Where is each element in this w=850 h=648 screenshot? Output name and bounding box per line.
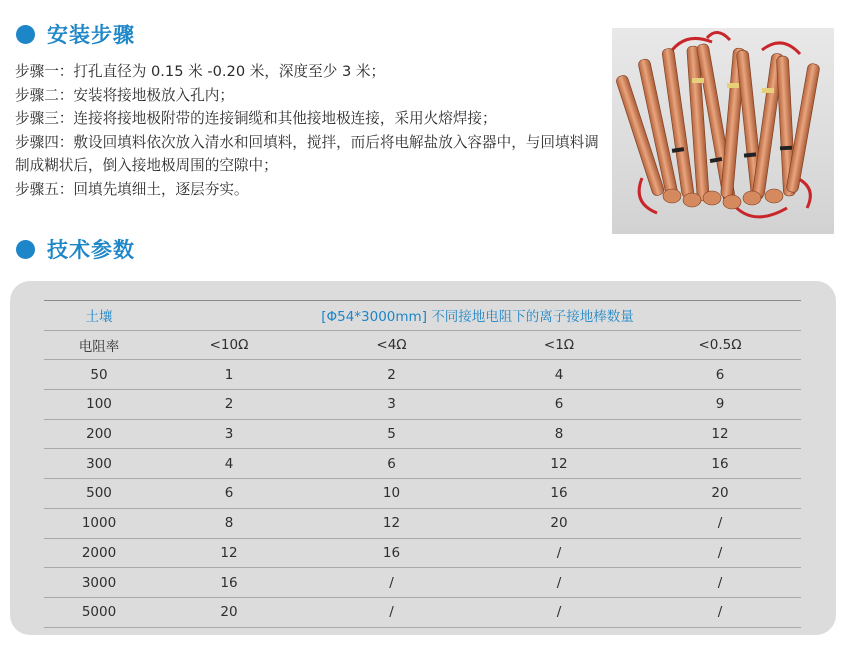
- table-cell: 16: [639, 449, 801, 479]
- table-cell: /: [639, 568, 801, 598]
- table-cell: /: [639, 508, 801, 538]
- table-cell: /: [639, 538, 801, 568]
- table-cell: 4: [479, 360, 639, 390]
- table-cell: 10: [304, 479, 479, 509]
- table-cell: 3: [304, 390, 479, 420]
- table-row: [44, 449, 801, 479]
- table-cell: 8: [154, 508, 304, 538]
- table-cell: /: [304, 568, 479, 598]
- column-header: <0.5Ω: [639, 330, 801, 360]
- table-row: [44, 419, 801, 449]
- table-cell: 6: [154, 479, 304, 509]
- table-cell: 20: [154, 597, 304, 627]
- install-steps-title: 安装步骤: [47, 23, 135, 47]
- table-row: [44, 538, 801, 568]
- header-title: [Φ54*3000mm] 不同接地电阻下的离子接地棒数量: [154, 301, 801, 331]
- tech-params-header: [16, 234, 135, 264]
- step-4: 步骤四：敷设回填料依次放入清水和回填料，搅拌，而后将电解盐放入容器中，与回填料调制成糊状后，倒入接地极周围的空隙中；: [15, 133, 599, 174]
- table-cell: 200: [44, 419, 154, 449]
- column-header: <4Ω: [304, 330, 479, 360]
- install-steps-list: [15, 60, 600, 201]
- table-row: [44, 568, 801, 598]
- bullet-dot-icon: [16, 25, 35, 44]
- table-cell: 16: [479, 479, 639, 509]
- column-header: 电阻率: [44, 330, 154, 360]
- table-cell: 16: [154, 568, 304, 598]
- header-soil: 土壤: [44, 301, 154, 331]
- table-cell: 100: [44, 390, 154, 420]
- table-row: [44, 479, 801, 509]
- table-header-row: [44, 301, 801, 331]
- table-cell: 12: [304, 508, 479, 538]
- params-table: [44, 300, 801, 628]
- table-cell: 5: [304, 419, 479, 449]
- table-cell: 20: [479, 508, 639, 538]
- table-cell: 6: [304, 449, 479, 479]
- step-5: 步骤五：回填先填细土，逐层夯实。: [15, 180, 249, 198]
- table-cell: 9: [639, 390, 801, 420]
- table-cell: 2: [154, 390, 304, 420]
- ground-rods-illustration: [612, 28, 834, 234]
- table-cell: 300: [44, 449, 154, 479]
- copper-ground-rods-photo: [612, 28, 834, 234]
- tech-params-title: 技术参数: [47, 238, 135, 262]
- column-header: <10Ω: [154, 330, 304, 360]
- table-cell: 1: [154, 360, 304, 390]
- table-cell: 2: [304, 360, 479, 390]
- table-row: [44, 508, 801, 538]
- table-cell: 12: [154, 538, 304, 568]
- table-cell: 16: [304, 538, 479, 568]
- table-cell: /: [639, 597, 801, 627]
- table-cell: 3000: [44, 568, 154, 598]
- table-cell: /: [479, 568, 639, 598]
- table-column-row: [44, 330, 801, 360]
- table-row: [44, 597, 801, 627]
- table-cell: 1000: [44, 508, 154, 538]
- table-cell: 8: [479, 419, 639, 449]
- table-cell: 12: [479, 449, 639, 479]
- table-cell: 20: [639, 479, 801, 509]
- table-cell: /: [304, 597, 479, 627]
- bullet-dot-icon: [16, 240, 35, 259]
- table-cell: /: [479, 538, 639, 568]
- table-cell: 500: [44, 479, 154, 509]
- table-cell: 4: [154, 449, 304, 479]
- step-1: 步骤一：打孔直径为 0.15 米 -0.20 米，深度至少 3 米；: [15, 63, 386, 80]
- step-2: 步骤二：安装将接地极放入孔内；: [15, 86, 234, 104]
- table-cell: 5000: [44, 597, 154, 627]
- column-header: <1Ω: [479, 330, 639, 360]
- table-cell: 12: [639, 419, 801, 449]
- install-steps-header: [16, 19, 135, 49]
- table-cell: 3: [154, 419, 304, 449]
- table-cell: 2000: [44, 538, 154, 568]
- step-3: 步骤三：连接将接地极附带的连接铜缆和其他接地极连接，采用火熔焊接；: [15, 110, 497, 127]
- table-cell: 6: [479, 390, 639, 420]
- table-cell: 50: [44, 360, 154, 390]
- table-cell: /: [479, 597, 639, 627]
- table-row: [44, 390, 801, 420]
- table-cell: 6: [639, 360, 801, 390]
- table-row: [44, 360, 801, 390]
